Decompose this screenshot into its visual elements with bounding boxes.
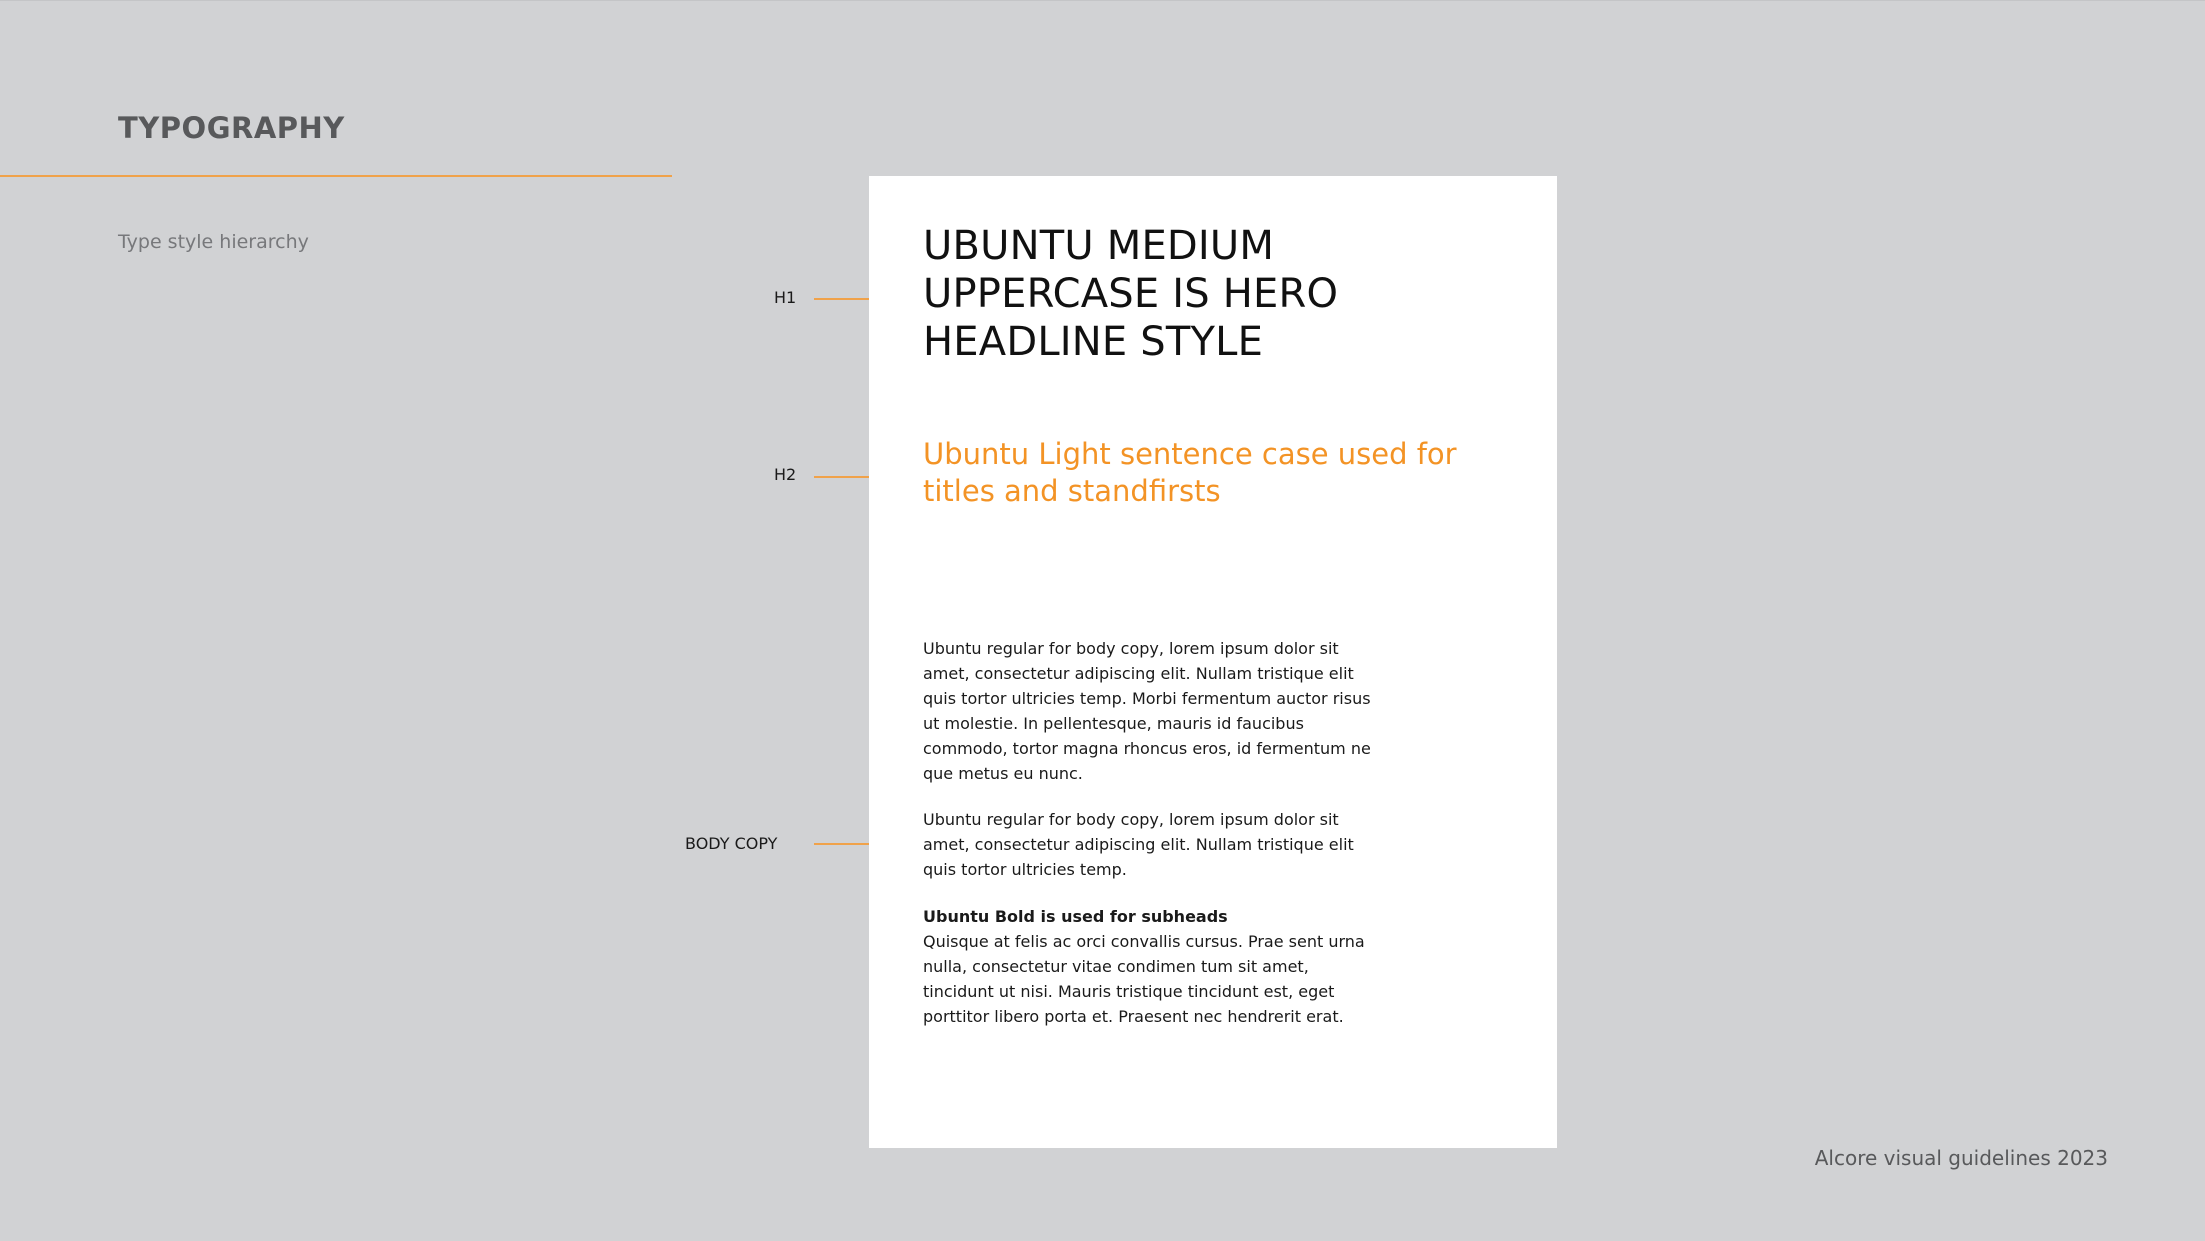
body-copy-annotation-label: BODY COPY [685,834,778,853]
body-copy-paragraph-3: Quisque at felis ac orci convallis cursus. Prae sent urna nulla, consectetur vitae condimen tum sit amet, tincidunt ut nisi. Mauris tristique tincidunt est, eget porttitor libero porta et. Praesent nec hendrerit erat. [923,932,1365,1026]
h2-sample-standfirst: Ubuntu Light sentence case used for titles and standfirsts [923,437,1457,508]
top-border [0,0,2205,1]
subhead-sample: Ubuntu Bold is used for subheads [923,907,1228,926]
subhead-block [923,904,1383,1029]
h2-annotation-label: H2 [774,465,797,484]
body-copy-paragraph-1: Ubuntu regular for body copy, lorem ipsum dolor sit amet, consectetur adipiscing elit. Nullam tristique elit quis tortor ultricies temp. Morbi fermentum auctor risus ut molestie. In pellentesque, mauris id faucibus commodo, tortor magna rhoncus eros, id fermentum ne que metus eu nunc. [923,639,1371,783]
section-subtitle: Type style hierarchy [118,231,309,253]
h1-annotation-label: H1 [774,288,797,307]
title-underline [0,175,672,177]
type-sample-page [869,176,1557,1148]
footer-caption: Alcore visual guidelines 2023 [1814,1146,2108,1170]
section-title: TYPOGRAPHY [118,111,345,145]
h1-sample-headline: UBUNTU MEDIUM UPPERCASE IS HERO HEADLINE STYLE [923,223,1339,365]
body-copy-paragraph-2: Ubuntu regular for body copy, lorem ipsum dolor sit amet, consectetur adipiscing elit. Nullam tristique elit quis tortor ultricies temp. [923,810,1354,879]
